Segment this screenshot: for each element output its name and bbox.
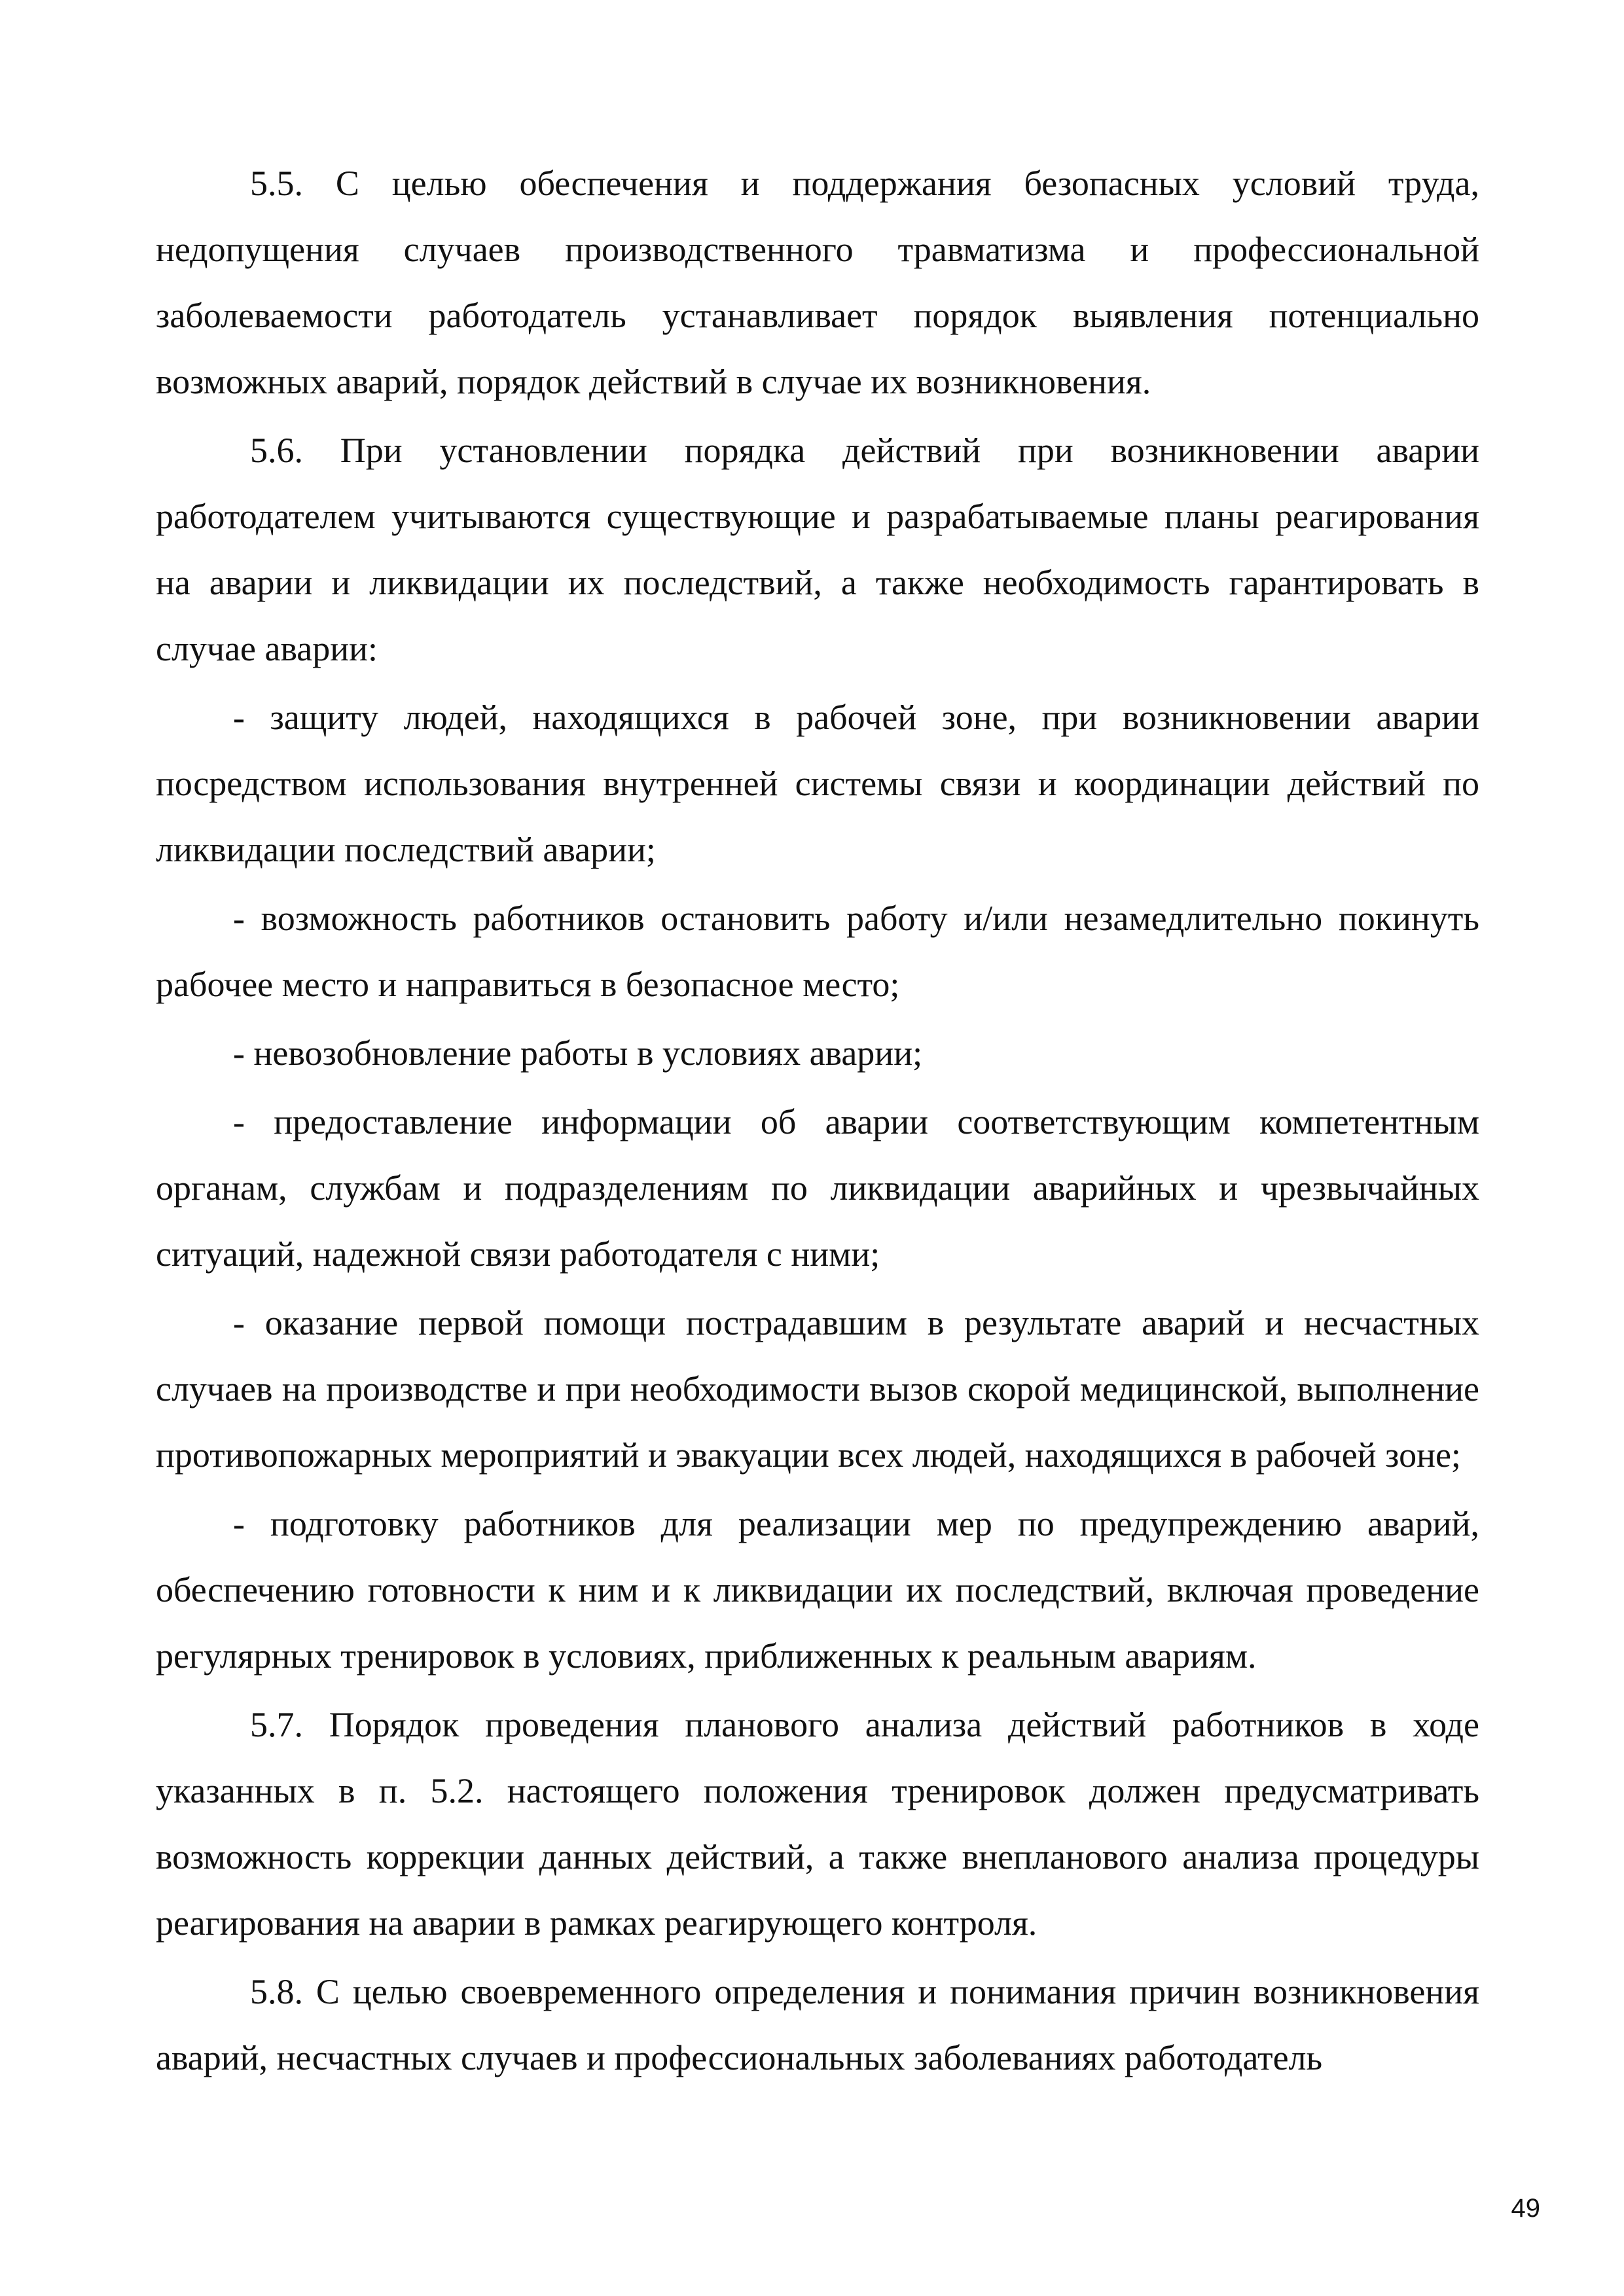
paragraph-5-6: 5.6. При установлении порядка действий при возникновении аварии работодателем учитываются существующие и разрабатываемые планы реагирования на аварии и ликвидации их последствий, а также необходимость гарантировать в случае аварии:	[156, 431, 1479, 668]
list-item: - защиту людей, находящихся в рабочей зоне, при возникновении аварии посредством использования внутренней системы связи и координации действий по ликвидации последствий аварии;	[156, 698, 1479, 869]
list-item: - невозобновление работы в условиях аварии;	[233, 1033, 923, 1073]
paragraph-5-8: 5.8. С целью своевременного определения и понимания причин возникновения аварий, несчастных случаев и профессиональных заболеваниях работодатель	[156, 1972, 1479, 2077]
list-item: - оказание первой помощи пострадавшим в результате аварий и несчастных случаев на производстве и при необходимости вызов скорой медицинской, выполнение противопожарных мероприятий и эвакуации всех людей, находящихся в рабочей зоне;	[156, 1303, 1479, 1475]
list-item: - подготовку работников для реализации мер по предупреждению аварий, обеспечению готовности к ним и к ликвидации их последствий, включая проведение регулярных тренировок в условиях, приближенных к реальным авариям.	[156, 1504, 1479, 1676]
list-item: - предоставление информации об аварии соответствующим компетентным органам, службам и подразделениям по ликвидации аварийных и чрезвычайных ситуаций, надежной связи работодателя с ними;	[156, 1102, 1479, 1274]
paragraph-5-7: 5.7. Порядок проведения планового анализа действий работников в ходе указанных в п. 5.2. настоящего положения тренировок должен предусматривать возможность коррекции данных действий, а также внепланового анализа процедуры реагирования на аварии в рамках реагирующего контроля.	[156, 1705, 1479, 1943]
page-number: 49	[1511, 2194, 1540, 2223]
document-body	[156, 151, 1479, 2094]
paragraph-5-5: 5.5. С целью обеспечения и поддержания безопасных условий труда, недопущения случаев производственного травматизма и профессиональной заболеваемости работодатель устанавливает порядок выявления потенциально возможных аварий, порядок действий в случае их возникновения.	[156, 164, 1479, 401]
list-item: - возможность работников остановить работу и/или незамедлительно покинуть рабочее место и направиться в безопасное место;	[156, 899, 1479, 1004]
